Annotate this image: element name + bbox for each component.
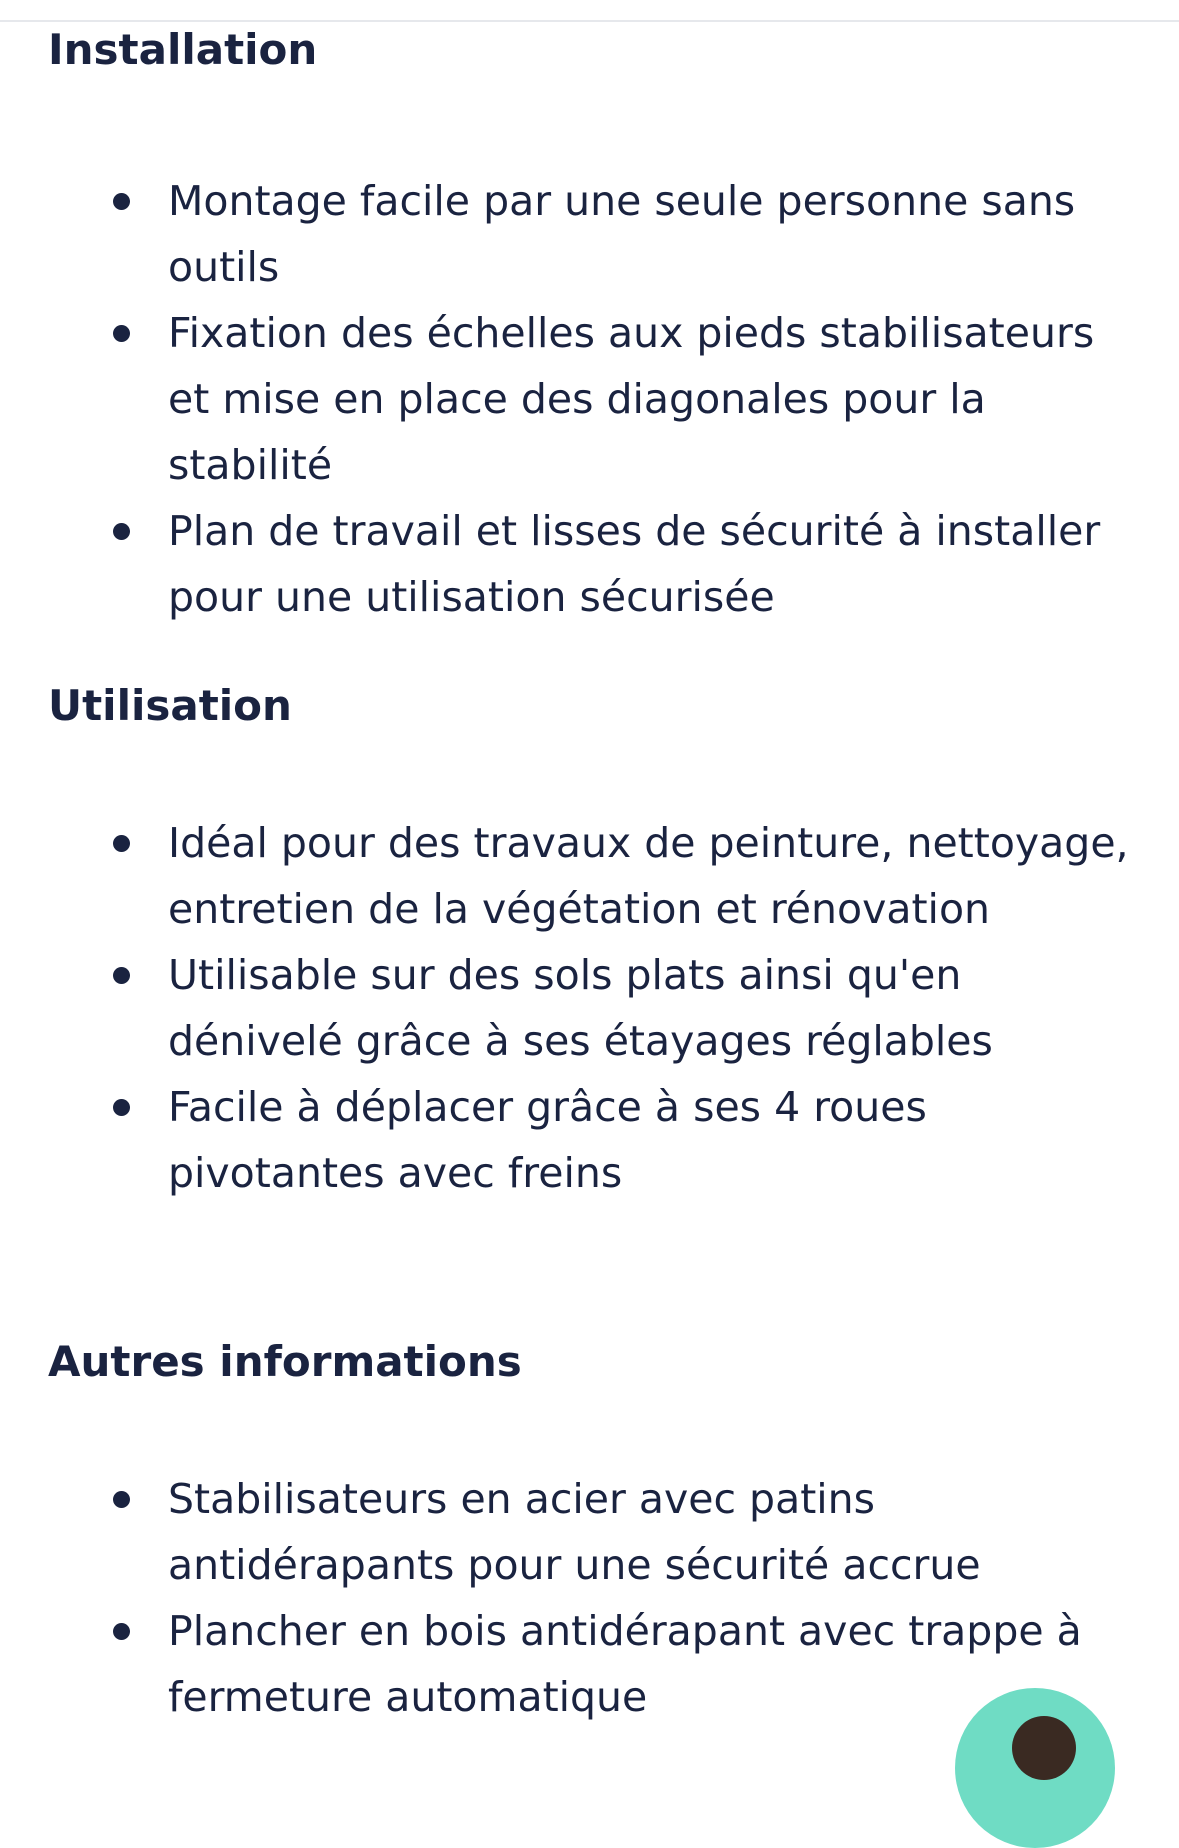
chat-button[interactable] [955,1688,1115,1848]
list-item-text: Idéal pour des travaux de peinture, nettoyage, entretien de la végétation et rénovation [168,819,1129,933]
section-title-autres-informations: Autres informations [48,1337,522,1386]
list-item-text: Fixation des échelles aux pieds stabilisateurs et mise en place des diagonales pour la stabilité [168,309,1095,489]
list-item [0,1074,1179,1206]
bullet-icon [113,1623,130,1640]
list-item-text: Utilisable sur des sols plats ainsi qu'en dénivelé grâce à ses étayages réglables [168,951,993,1065]
list-item-text: Plancher en bois antidérapant avec trappe à fermeture automatique [168,1607,1082,1721]
list-item [0,300,1179,498]
installation-list [0,168,1179,630]
list-item [0,942,1179,1074]
bullet-icon [113,523,130,540]
section-title-utilisation: Utilisation [48,681,292,730]
list-item [0,498,1179,630]
list-item-text: Stabilisateurs en acier avec patins antidérapants pour une sécurité accrue [168,1475,981,1589]
list-item [0,1466,1179,1598]
list-item [0,810,1179,942]
list-item-text: Facile à déplacer grâce à ses 4 roues pivotantes avec freins [168,1083,927,1197]
bullet-icon [113,325,130,342]
autres-informations-list [0,1466,1179,1730]
list-item-text: Plan de travail et lisses de sécurité à installer pour une utilisation sécurisée [168,507,1101,621]
bullet-icon [113,193,130,210]
section-title-installation: Installation [48,25,318,74]
bullet-icon [113,835,130,852]
bullet-icon [113,1491,130,1508]
list-item-text: Montage facile par une seule personne sans outils [168,177,1076,291]
list-item [0,168,1179,300]
bullet-icon [113,1099,130,1116]
bullet-icon [113,967,130,984]
chat-avatar-icon [1012,1716,1076,1780]
utilisation-list [0,810,1179,1206]
